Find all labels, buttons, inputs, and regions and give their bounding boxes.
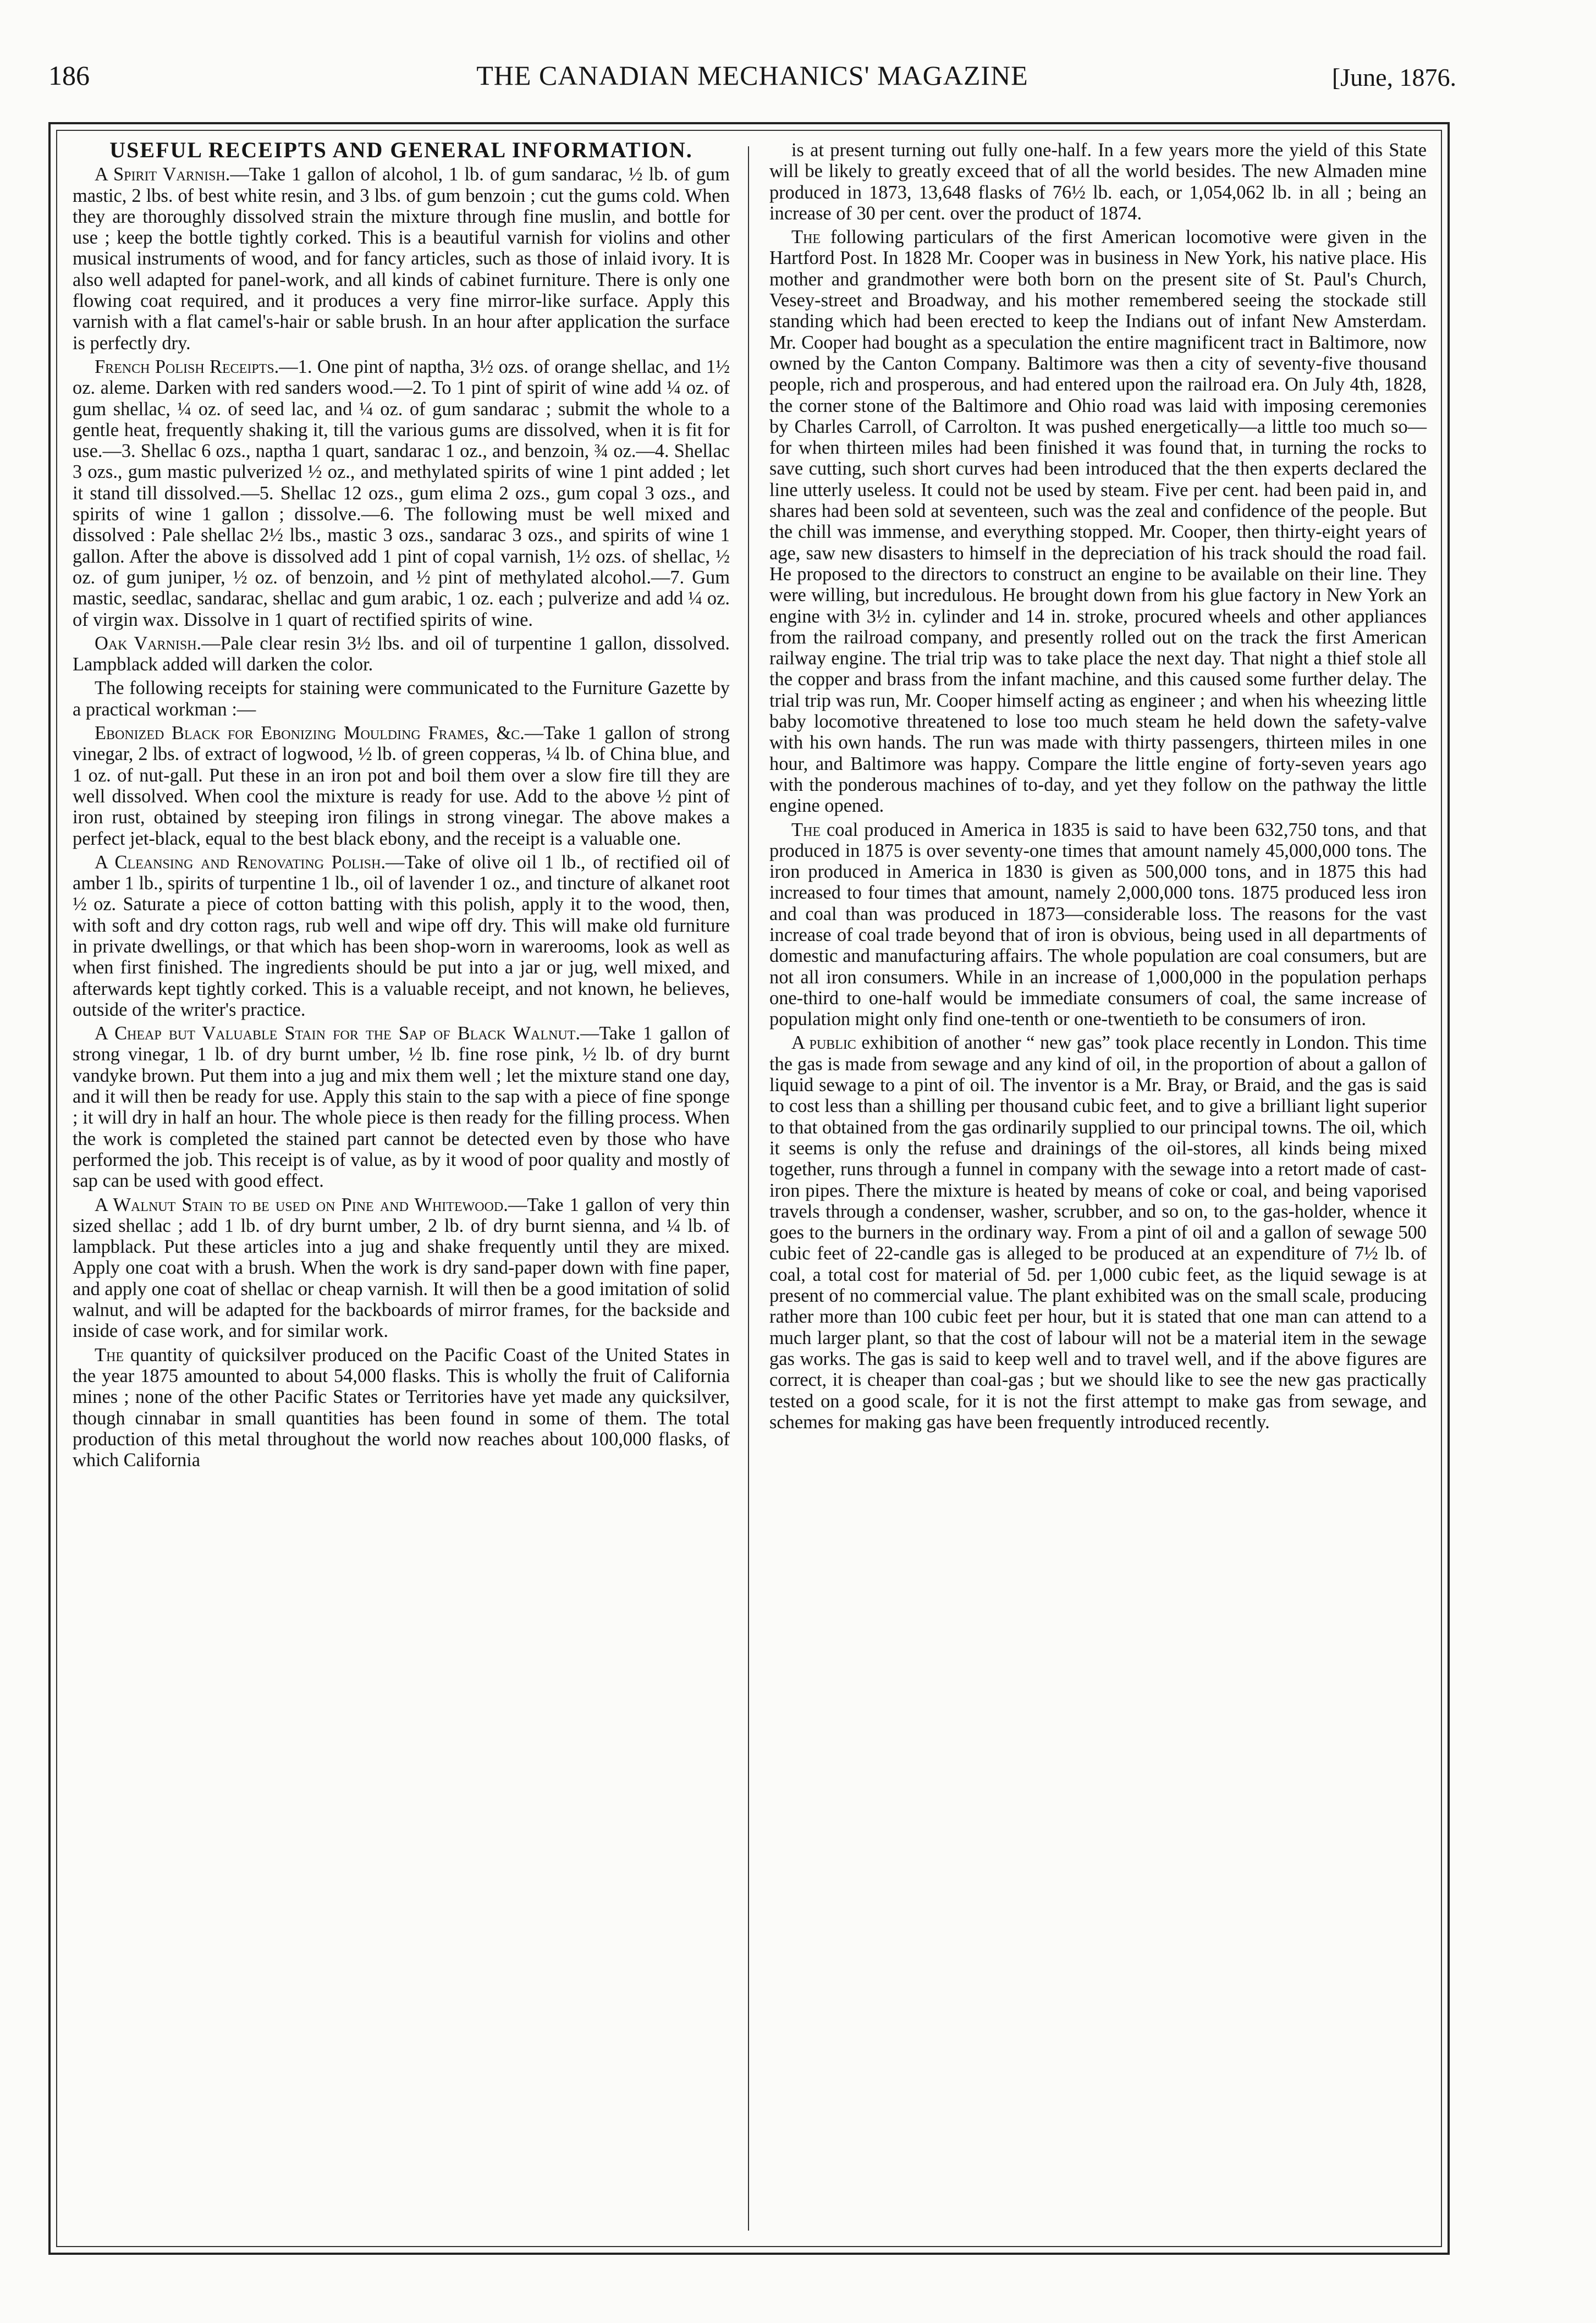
paragraph-text: exhibition of another “ new gas” took place recently in London. This time the gas is made from sewage and any kind of oil, in the proportion of about a gallon of liquid sewage to a pint of oil. The inventor is a Mr. Bray, or Braid, and the gas is said to cost less than a shilling per thousand cubic feet, and to give a brilliant light superior to that obtained from the gas ordinarily supplied to our principal towns. The oil, which it seems is only the refuse and drainings of the oil-stores, all kinds being mixed together, runs through a funnel in company with the sewage into a retort made of cast-iron pipes. There the mixture is heated by means of coke or coal, and being vaporised travels through a condenser, washer, scrubber, and so on, to the gas-holder, whence it goes to the burners in the ordinary way. From a pint of oil and a gallon of sewage 500 cubic feet of 22-candle gas is alleged to be produced at an expenditure of 7½ lb. of coal, a total cost for material of 5d. per 1,000 cubic feet, as the liquid sewage is at present of no commercial value. The plant exhibited was on the small scale, producing rather more than 100 cubic feet per hour, but it is stated that one man can attend to a much larger plant, so that the cost of labour will not be a material item in the sewage gas works. The gas is said to keep well and to travel well, and if the above figures are correct, it is cheaper than coal-gas ; but we should like to see the new gas practically tested on a good scale, for it is not the first attempt to make gas from sewage, and schemes for making gas have been frequently introduced recently. bbox=[769, 1032, 1427, 1433]
paragraph-lead: Oak Varnish. bbox=[95, 632, 202, 654]
paragraph bbox=[73, 1345, 730, 1471]
paragraph bbox=[73, 723, 730, 849]
paragraph-text: quantity of quicksilver produced on the Pacific Coast of the United States in the year 1875 amounted to about 54,000 flasks. This is wholly the fruit of California mines ; none of the other Pacific States or Territories have yet made any quicksilver, though cinnabar in small quantities has been found in some of them. The total production of this metal throughout the world now reaches about 100,000 flasks, of which California bbox=[73, 1344, 730, 1471]
left-paragraphs bbox=[73, 164, 730, 1471]
right-paragraphs bbox=[769, 140, 1427, 1433]
paragraph bbox=[73, 1194, 730, 1342]
paragraph-text: —1. One pint of naptha, 3½ ozs. of orange shellac, and 1½ oz. aleme. Darken with red sanders wood.—2. To 1 pint of spirit of wine add ¼ oz. of gum shellac, ¼ oz. of seed lac, and ¼ oz. of gum sandarac ; submit the whole to a gentle heat, frequently shaking it, till the various gums are dissolved, when it is fit for use.—3. Shellac 6 ozs., naptha 1 quart, sandarac 1 oz., and benzoin, ¾ oz.—4. Shellac 3 ozs., gum mastic pulverized ½ oz., and methylated spirits of wine 1 pint added ; let it stand till dissolved.—5. Shellac 12 ozs., gum elima 2 ozs., gum copal 3 ozs., and spirits of wine 1 gallon ; dissolve.—6. The following must be well mixed and dissolved : Pale shellac 2½ lbs., mastic 3 ozs., sandarac 3 ozs., and spirits of wine 1 gallon. After the above is dissolved add 1 pint of copal varnish, 1½ ozs. of shellac, ½ oz. of gum juniper, ½ oz. of benzoin, and ½ pint of methylated alcohol.—7. Gum mastic, seedlac, sandarac, shellac and gum arabic, 1 oz. each ; pulverize and add ¼ oz. of virgin wax. Dissolve in 1 quart of rectified spirits of wine. bbox=[73, 356, 730, 630]
section-title: USEFUL RECEIPTS AND GENERAL INFORMATION. bbox=[109, 137, 693, 162]
issue-date: [June, 1876. bbox=[1331, 63, 1456, 91]
paragraph-lead: The bbox=[791, 819, 821, 840]
paragraph bbox=[73, 852, 730, 1020]
paragraph bbox=[73, 633, 730, 675]
magazine-title: THE CANADIAN MECHANICS' MAGAZINE bbox=[476, 60, 1028, 91]
paragraph-text: coal produced in America in 1835 is said to have been 632,750 tons, and that produced in 1875 is over seventy-one times that amount namely 45,000,000 tons. The iron produced in America in 1830 is given as 500,000 tons, and in 1875 this had increased to four times that amount, namely 2,000,000 tons. 1875 produced less iron and coal than was produced in 1873—considerable loss. The reasons for the vast increase of coal trade beyond that of iron is obvious, being used in all departments of domestic and manufacturing affairs. The whole population are coal consumers, but are not all iron consumers. While in an increase of 1,000,000 in the population perhaps one-third to one-half would be immediate consumers of coal, the same increase of population might only find one-tenth or one-twentieth to be consumers of iron. bbox=[769, 819, 1427, 1030]
paragraph-text: —Take 1 gallon of alcohol, 1 lb. of gum sandarac, ½ lb. of gum mastic, 2 lbs. of best white resin, and 3 lbs. of gum benzoin ; cut the gums cold. When they are thoroughly dissolved strain the mixture through fine muslin, and bottle for use ; keep the bottle tightly corked. This is a beautiful varnish for violins and other musical instruments of wood, and for fancy articles, such as those of inlaid ivory. It is also well adapted for panel-work, and all kinds of cabinet furniture. There is only one flowing coat required, and it produces a very fine mirror-like surface. Apply this varnish with a flat camel's-hair or sable brush. In an hour after application the surface is perfectly dry. bbox=[73, 164, 730, 354]
paragraph-lead: A Cleansing and Renovating Polish. bbox=[95, 851, 386, 873]
right-column bbox=[769, 140, 1427, 2242]
paragraph bbox=[769, 227, 1427, 816]
paragraph bbox=[73, 1023, 730, 1191]
paragraph bbox=[769, 1032, 1427, 1433]
page-number: 186 bbox=[48, 60, 90, 91]
paragraph-lead: The bbox=[791, 227, 821, 248]
paragraph-lead: A Cheap but Valuable Stain for the Sap of Black Walnut. bbox=[95, 1023, 580, 1044]
paragraph-text: is at present turning out fully one-half. In a few years more the yield of this State will be likely to greatly exceed that of all the world besides. The new Almaden mine produced in 1873, 13,648 flasks of 76½ lb. each, or 1,054,062 lb. in all ; being an increase of 30 per cent. over the product of 1874. bbox=[769, 140, 1427, 224]
paragraph-lead: A public bbox=[791, 1032, 856, 1054]
article-frame bbox=[48, 122, 1450, 2255]
paragraph-lead: A Spirit Varnish. bbox=[95, 164, 230, 185]
paragraph bbox=[769, 819, 1427, 1030]
paragraph-lead: Ebonized Black for Ebonizing Moulding Frames, &c. bbox=[95, 723, 525, 744]
paragraph-lead: French Polish Receipts. bbox=[95, 356, 279, 377]
page-header bbox=[48, 59, 1456, 103]
paragraph-text: The following receipts for staining were communicated to the Furniture Gazette by a practical workman :— bbox=[73, 678, 730, 720]
left-column bbox=[73, 137, 730, 2242]
paragraph bbox=[769, 140, 1427, 224]
paragraph-text: —Take 1 gallon of strong vinegar, 2 lbs. of extract of logwood, ½ lb. of green copperas, ¼ lb. of China blue, and 1 oz. of nut-gall. Put these in an iron pot and boil them over a slow fire till they are well dissolved. When cool the mixture is ready for use. Add to the above ½ pint of iron rust, obtained by steeping iron filings in strong vinegar. The above makes a perfect jet-black, equal to the best black ebony, and the receipt is a valuable one. bbox=[73, 723, 730, 849]
paragraph-text: —Pale clear resin 3½ lbs. and oil of turpentine 1 gallon, dissolved. Lampblack added will darken the color. bbox=[73, 632, 730, 675]
paragraph bbox=[73, 356, 730, 630]
paragraph-text: —Take 1 gallon of strong vinegar, 1 lb. of dry burnt umber, ½ lb. fine rose pink, ½ lb. of dry burnt vandyke brown. Put them into a jug and mix them well ; let the mixture stand one day, and it will then be ready for use. Apply this stain to the sap with a piece of fine sponge ; it will dry in half an hour. The whole piece is then ready for the filling process. When the work is completed the stained part cannot be detected even by those who have performed the job. This receipt is of value, as by it wood of poor quality and mostly of sap can be used with good effect. bbox=[73, 1023, 730, 1192]
column-divider bbox=[748, 146, 749, 2231]
paragraph-lead: A Walnut Stain to be used on Pine and Whitewood. bbox=[95, 1194, 508, 1215]
paragraph-lead: The bbox=[95, 1344, 124, 1366]
paragraph-text: —Take 1 gallon of very thin sized shellac ; add 1 lb. of dry burnt umber, 2 lb. of dry burnt sienna, and ¼ lb. of lampblack. Put these articles into a jug and shake frequently until they are mixed. Apply one coat with a brush. When the work is dry sand-paper down with fine paper, and apply one coat of shellac or cheap varnish. It will then be a good imitation of solid walnut, and will be adapted for the backboards of mirror frames, for the backside and inside of case work, and for similar work. bbox=[73, 1194, 730, 1342]
paragraph bbox=[73, 164, 730, 354]
paragraph bbox=[73, 678, 730, 720]
paragraph-text: following particulars of the first American locomotive were given in the Hartford Post. In 1828 Mr. Cooper was in business in New York, his native place. His mother and grandmother were both born on the present site of St. Paul's Church, Vesey-street and Broadway, and his mother remembered seeing the stockade still standing which had been erected to keep the Indians out of infant New Amsterdam. Mr. Cooper had bought as a speculation the entire magnificent tract in Baltimore, now owned by the Canton Company. Baltimore was then a city of seventy-five thousand people, rich and prosperous, and had entered upon the railroad era. On July 4th, 1828, the corner stone of the Baltimore and Ohio road was laid with imposing ceremonies by Charles Carroll, of Carrolton. It was pushed energetically—a little too much so—for when thirteen miles had been finished it was found that, in turning the rocks to save cutting, such short curves had been introduced that the then experts declared the line utterly useless. It could not be used by steam. Five per cent. had been paid in, and shares had been sold at seventeen, such was the zeal and confidence of the people. But the chill was immense, and everything stopped. Mr. Cooper, then thirty-eight years of age, saw new disasters to himself in the depreciation of his track should the road fail. He proposed to the directors to construct an engine to be available on their line. They were willing, but incredulous. He brought down from his glue factory in New York an engine with 3½ in. cylinder and 14 in. stroke, procured wheels and other appliances from the railroad company, and presently rolled out on the track the first American railway engine. The trial trip was to take place the next day. That night a thief stole all the copper and brass from the infant machine, and this caused some further delay. The trial trip was run, Mr. Cooper himself acting as engineer ; and when his wheezing little baby locomotive threatened to lose too much steam he held down the safety-valve with his own hands. The run was made with thirty passengers, thirteen miles in one hour, and Baltimore was happy. Compare the little engine of forty-seven years ago with the ponderous machines of to-day, and yet they follow on the pathway the little engine opened. bbox=[769, 227, 1427, 817]
paragraph-text: —Take of olive oil 1 lb., of rectified oil of amber 1 lb., spirits of turpentine 1 lb., oil of lavender 1 oz., and tincture of alkanet root ½ oz. Saturate a piece of cotton batting with this polish, apply it to the wood, then, with soft and dry cotton rags, rub well and wipe off dry. This will make old furniture in private dwellings, or that which has been shop-worn in warerooms, look as well as when first finished. The ingredients should be put into a jar or jug, well mixed, and afterwards kept tightly corked. This is a valuable receipt, and not known, he believes, outside of the writer's practice. bbox=[73, 851, 730, 1020]
